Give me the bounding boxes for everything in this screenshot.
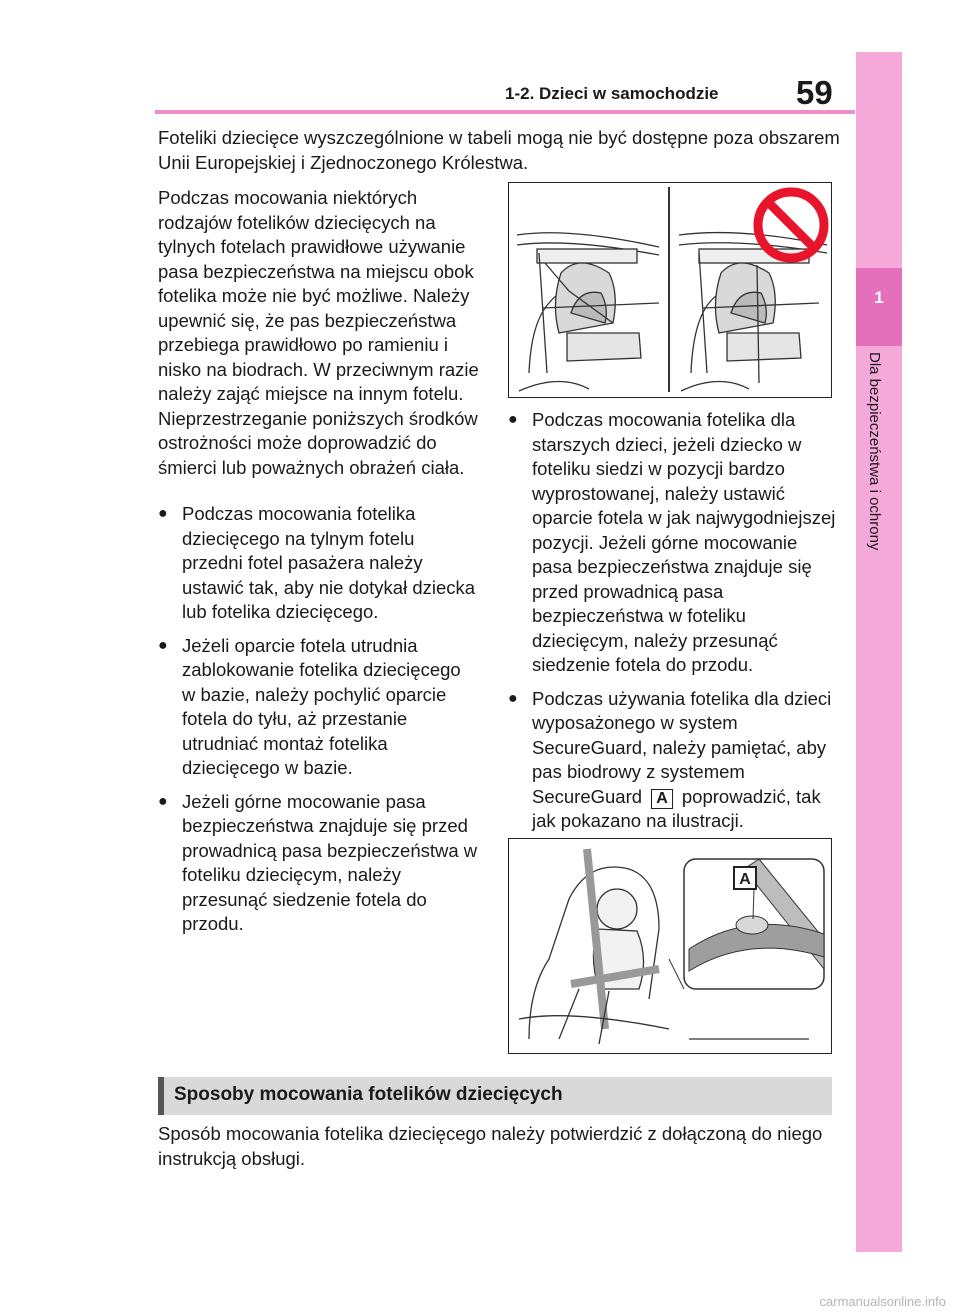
bullet-icon: ● bbox=[158, 636, 168, 654]
chapter-label: Dla bezpieczeństwa i ochrony bbox=[866, 352, 883, 551]
left-bullet-list bbox=[158, 502, 478, 946]
bullet-text: Podczas mocowania fotelika dla starszych dzieci, jeżeli dziecko w foteliku siedzi w pozycji bardzo wyprostowanej, należy ustawić oparcie fotela w jak najwygodniejszej pozycji. Jeżeli górne mocowanie pasa bezpieczeństwa znajduje się przed prowadnicą pasa bezpieczeństwa w foteliku dziecięcym, należy przesunąć siedzenie fotela do przodu. bbox=[532, 409, 836, 675]
callout-a-label: A bbox=[739, 871, 751, 888]
bullet-text: Jeżeli górne mocowanie pasa bezpieczeństwa znajduje się przed prowadnicą pasa bezpieczeństwa w foteliku dziecięcym, należy przesunąć siedzenie fotela do przodu. bbox=[182, 790, 478, 934]
header-rule bbox=[155, 110, 855, 114]
chapter-number: 1 bbox=[874, 288, 884, 307]
list-item bbox=[158, 502, 478, 625]
child-seat-illustration bbox=[508, 182, 832, 398]
list-item bbox=[508, 687, 838, 834]
list-item bbox=[158, 634, 478, 781]
list-item bbox=[158, 790, 478, 937]
right-bullet-list bbox=[508, 408, 838, 843]
bullet-text-after: poprowadzić, tak jak pokazano na ilustracji. bbox=[532, 785, 821, 831]
inset-detail bbox=[669, 859, 824, 989]
bullet-icon: ● bbox=[158, 792, 168, 810]
section-block-title: Sposoby mocowania fotelików dziecięcych bbox=[174, 1084, 563, 1105]
page-number: 59 bbox=[796, 74, 833, 111]
secureguard-illustration bbox=[508, 838, 832, 1054]
section-block-header bbox=[158, 1077, 832, 1115]
callout-label-a: A bbox=[651, 789, 673, 809]
child-seat-drawing bbox=[509, 183, 830, 396]
bullet-icon: ● bbox=[158, 505, 168, 522]
bullet-icon: ● bbox=[508, 411, 518, 428]
secureguard-drawing bbox=[509, 839, 830, 1052]
chapter-side-tab bbox=[856, 52, 902, 1252]
list-item bbox=[508, 408, 838, 678]
outro-text: Sposób mocowania fotelika dziecięcego należy potwierdzić z dołączoną do niego instrukcją obsługi. bbox=[158, 1123, 823, 1169]
bullet-icon: ● bbox=[508, 689, 518, 707]
warning-paragraph: Podczas mocowania niektórych rodzajów fotelików dziecięcych na tylnych fotelach prawidłowe używanie pasa bezpieczeństwa na miejscu obok fotelika może nie być możliwe. Należy upewnić się, że pas bezpieczeństwa przebiega prawidłowo po ramieniu i nisko na biodrach. W przeciwnym razie należy zająć miejsce na innym fotelu. Nieprzestrzeganie poniższych środków ostrożności może doprowadzić do śmierci lub poważnych obrażeń ciała. bbox=[158, 187, 479, 478]
bullet-text: Podczas mocowania fotelika dziecięcego na tylnym fotelu przedni fotel pasażera należy ustawić tak, aby nie dotykał dziecka lub fotelika dziecięcego. bbox=[182, 503, 476, 622]
watermark: carmanualsonline.info bbox=[819, 1294, 946, 1309]
bullet-text-before: Podczas używania fotelika dla dzieci wyposażonego w system SecureGuard, należy pamiętać, aby pas biodrowy z systemem SecureGuard bbox=[532, 687, 832, 807]
intro-text: Foteliki dziecięce wyszczególnione w tabeli mogą nie być dostępne poza obszarem Unii Europejskiej i Zjednoczonego Królestwa. bbox=[158, 127, 840, 173]
bullet-text: Jeżeli oparcie fotela utrudnia zablokowanie fotelika dziecięcego w bazie, należy pochylić oparcie fotela do tyłu, aż przestanie utrudniać montaż fotelika dziecięcego w bazie. bbox=[182, 634, 461, 778]
section-title: 1-2. Dzieci w samochodzie bbox=[505, 84, 719, 103]
